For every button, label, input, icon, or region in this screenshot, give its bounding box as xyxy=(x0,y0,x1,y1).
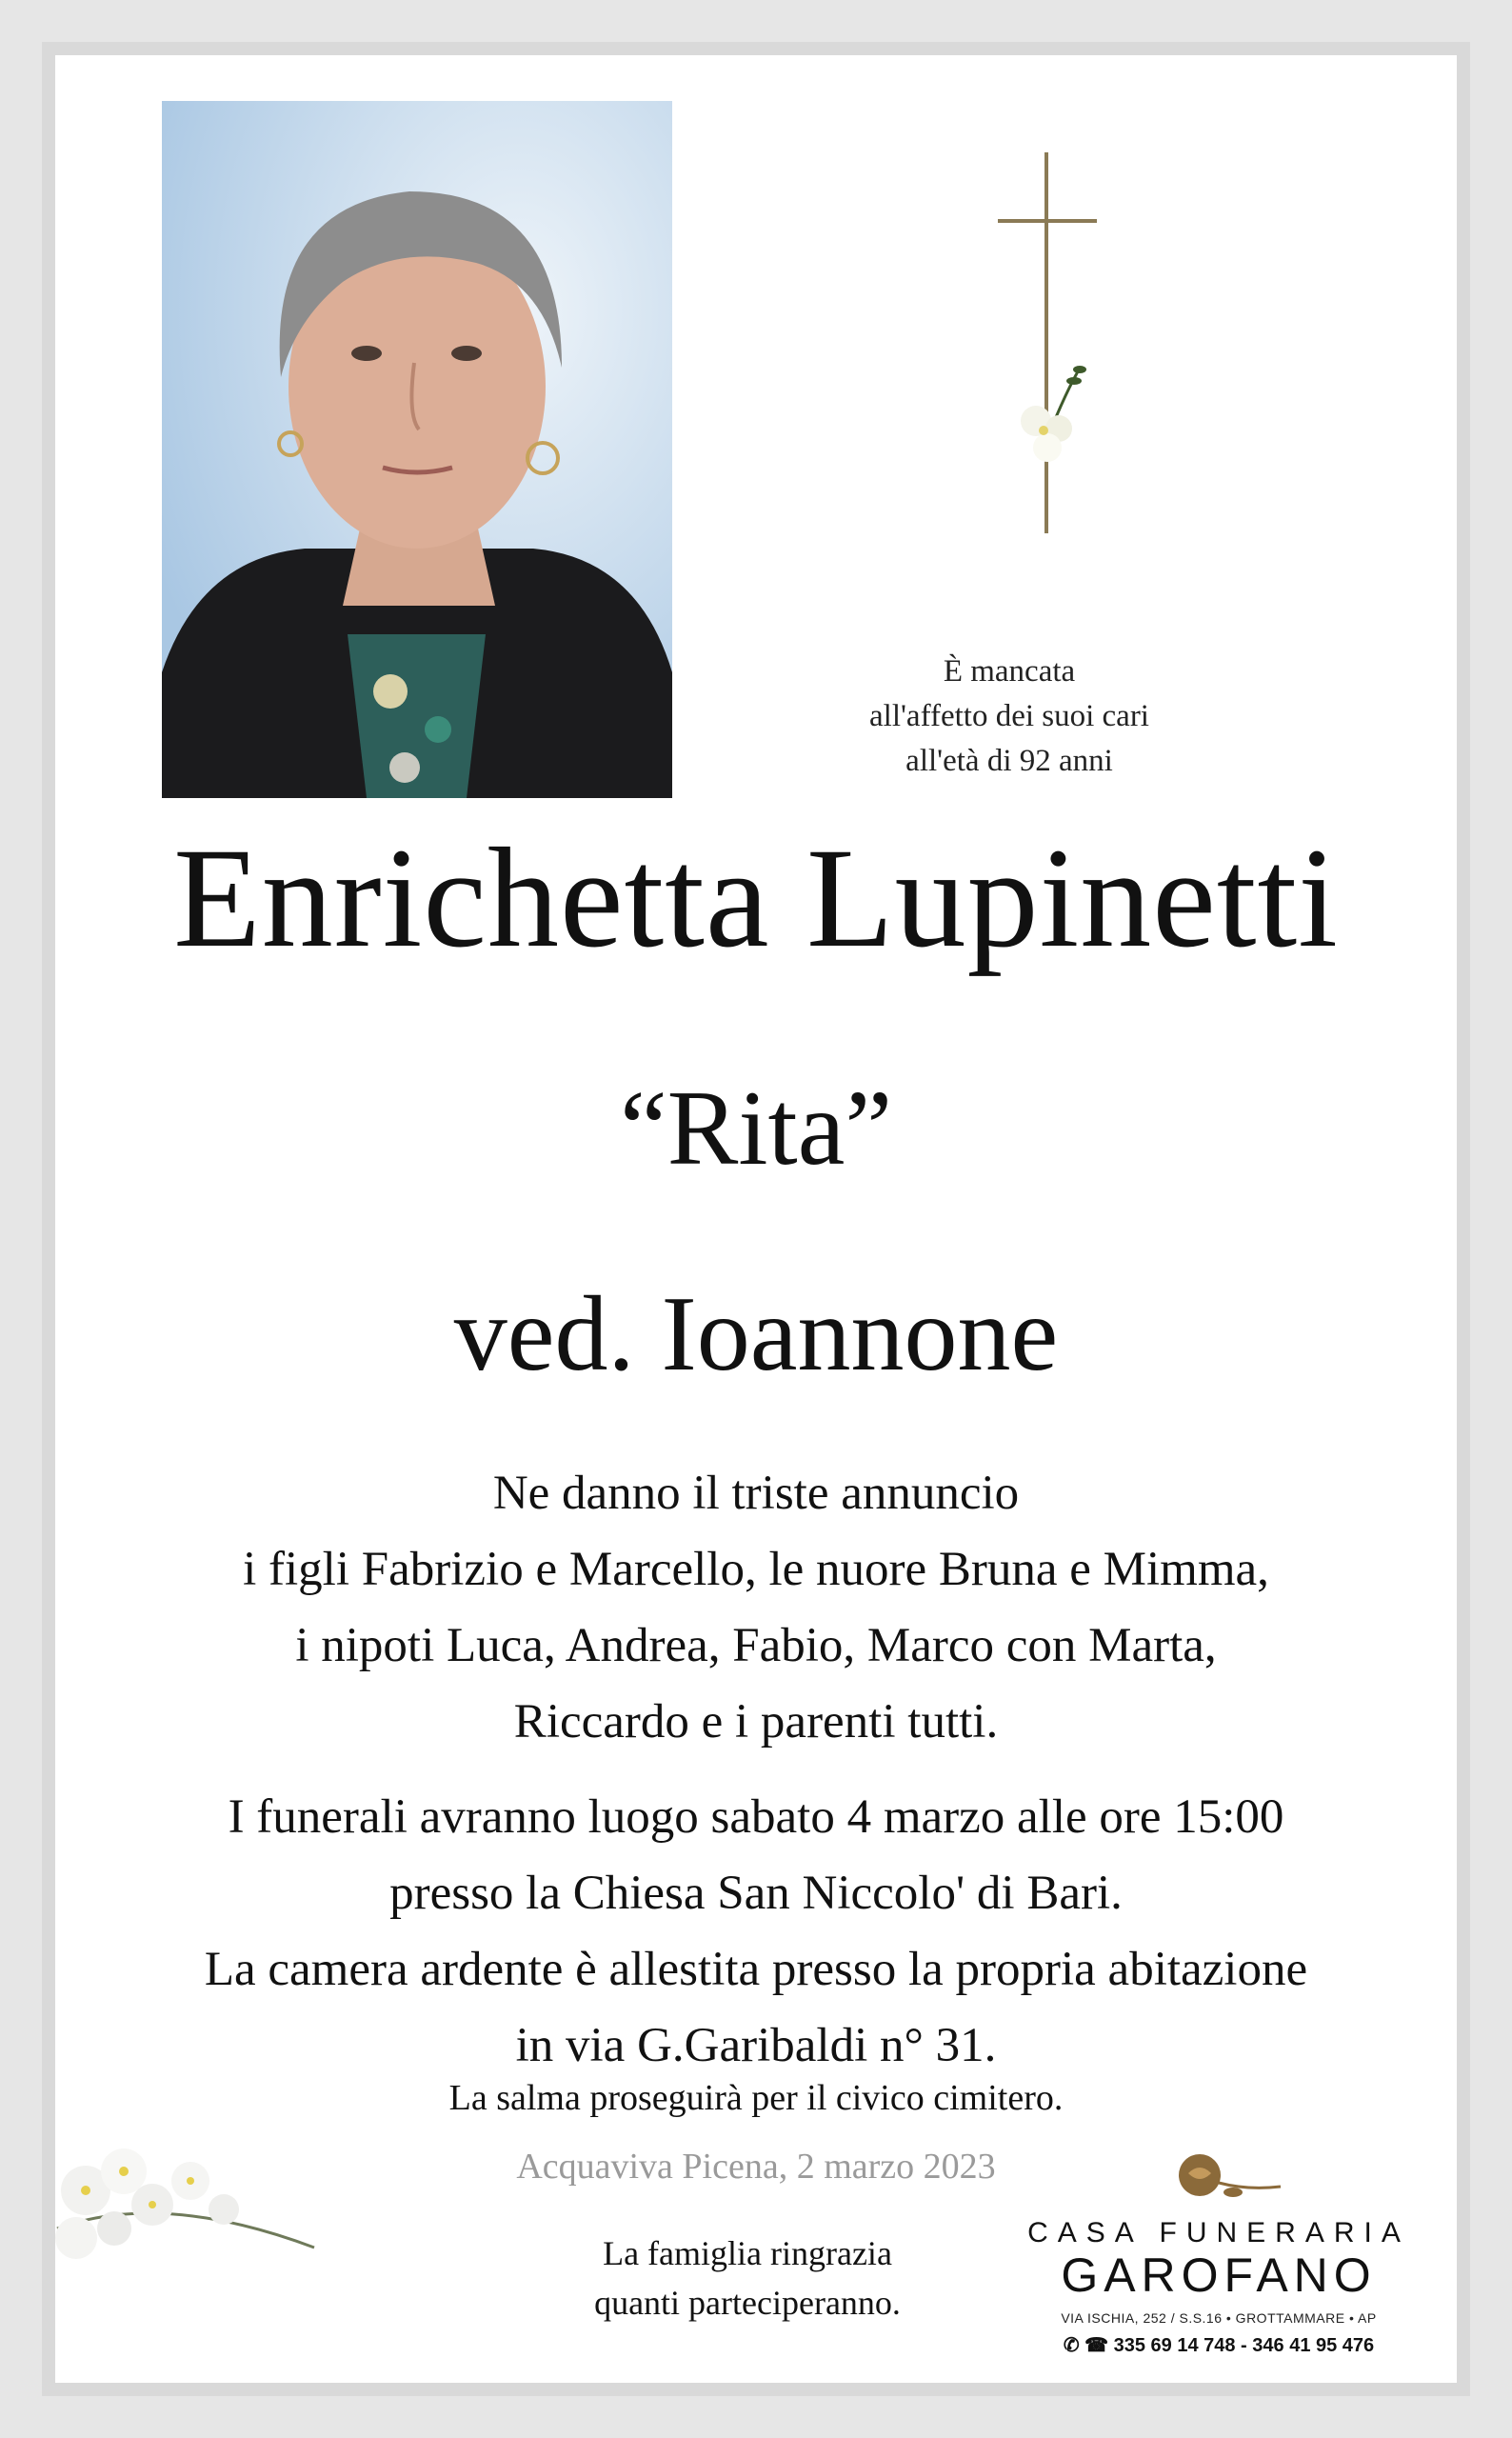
funeral-details xyxy=(0,1779,1512,2084)
age-statement xyxy=(838,649,1181,784)
deceased-name: Enrichetta Lupinetti xyxy=(173,819,1339,977)
deceased-nickname: “Rita” xyxy=(619,1069,893,1188)
funeral-home-logo xyxy=(1009,2145,1428,2354)
place-and-date: Acquaviva Picena, 2 marzo 2023 xyxy=(516,2147,996,2187)
orchid-flowers-decoration xyxy=(48,2114,324,2286)
thanks-line: La famiglia ringrazia xyxy=(603,2234,892,2272)
funeral-home-name: GAROFANO xyxy=(1061,2248,1377,2302)
announcement-line: Riccardo e i parenti tutti. xyxy=(513,1695,999,1749)
cross-with-flower-icon xyxy=(981,152,1114,543)
widow-of: ved. Ioannone xyxy=(453,1275,1059,1393)
age-line: all'età di 92 anni xyxy=(905,744,1113,778)
announcement-line: i nipoti Luca, Andrea, Fabio, Marco con Marta, xyxy=(295,1619,1217,1672)
rose-icon xyxy=(1162,2145,1285,2211)
funeral-home-phones: ✆ ☎ 335 69 14 748 - 346 41 95 476 xyxy=(1063,2335,1375,2356)
age-line: all'affetto dei suoi cari xyxy=(869,699,1149,733)
announcement-block xyxy=(0,1455,1512,1760)
portrait-photo xyxy=(162,101,672,798)
burial-line: La salma proseguirà per il civico cimitero. xyxy=(448,2078,1064,2118)
funeral-line: in via G.Garibaldi n° 31. xyxy=(515,2019,997,2072)
funeral-line: presso la Chiesa San Niccolo' di Bari. xyxy=(389,1867,1123,1920)
age-line: È mancata xyxy=(943,654,1076,689)
thanks-line: quanti parteciperanno. xyxy=(594,2284,901,2322)
funeral-home-label: CASA FUNERARIA xyxy=(1027,2217,1410,2248)
announcement-line: i figli Fabrizio e Marcello, le nuore Bruna e Mimma, xyxy=(243,1543,1269,1596)
funeral-line: La camera ardente è allestita presso la propria abitazione xyxy=(204,1943,1308,1996)
funeral-home-address: VIA ISCHIA, 252 / S.S.16 • GROTTAMMARE • AP xyxy=(1061,2310,1377,2326)
funeral-line: I funerali avranno luogo sabato 4 marzo alle ore 15:00 xyxy=(228,1790,1284,1844)
announcement-line: Ne danno il triste annuncio xyxy=(492,1467,1020,1520)
family-thanks xyxy=(514,2228,981,2328)
